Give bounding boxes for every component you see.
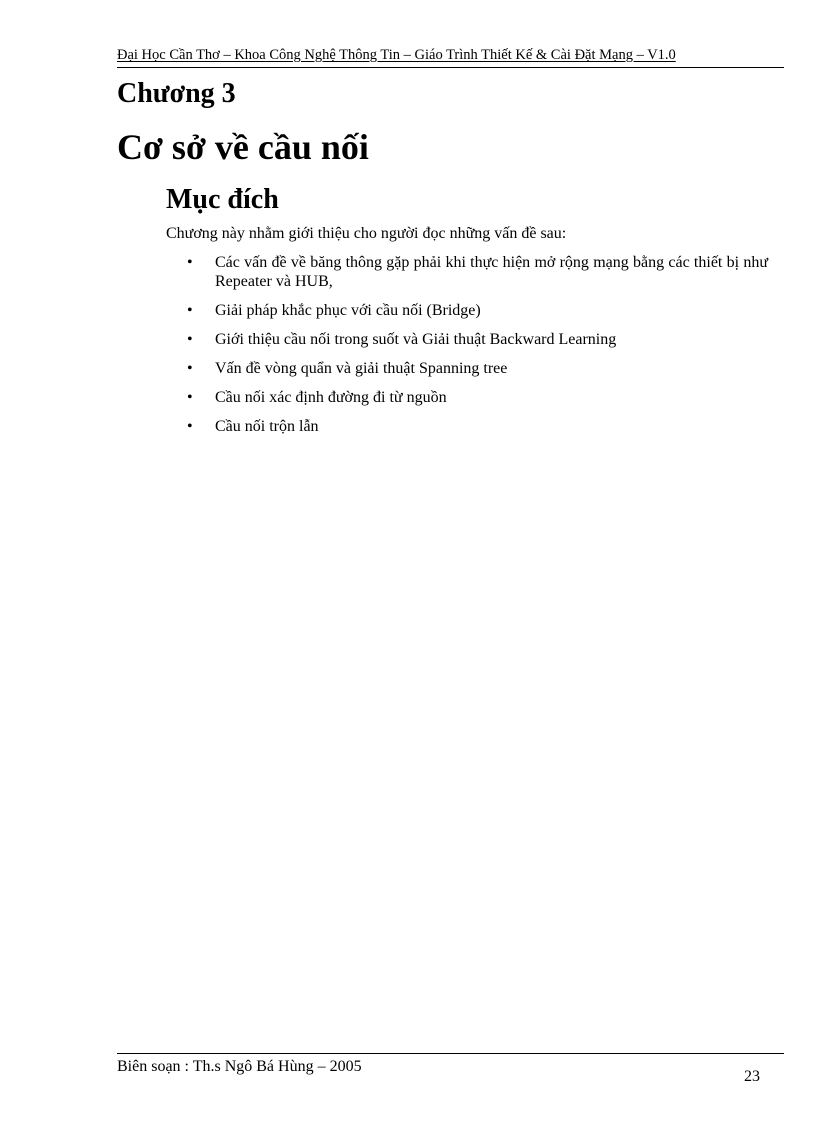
bullet-icon: •	[187, 389, 193, 406]
list-item-text: Cầu nối trộn lẫn	[215, 418, 319, 435]
bullet-icon: •	[187, 418, 193, 435]
list-item	[166, 359, 768, 378]
section-intro: Chương này nhằm giới thiệu cho người đọc những vấn đề sau:	[166, 225, 567, 242]
bullet-icon: •	[187, 302, 193, 319]
chapter-number: Chương 3	[117, 78, 236, 109]
section-title: Mục đích	[166, 184, 279, 215]
objective-list	[166, 253, 768, 446]
list-item-text: Giới thiệu cầu nối trong suốt và Giải thuật Backward Learning	[215, 331, 617, 348]
bullet-icon: •	[187, 254, 193, 271]
list-item-text: Giải pháp khắc phục với cầu nối (Bridge)	[215, 302, 481, 319]
footer-author: Biên soạn : Th.s Ngô Bá Hùng – 2005	[117, 1058, 362, 1075]
list-item-text: Vấn đề vòng quẩn và giải thuật Spanning tree	[215, 360, 508, 377]
page-header	[117, 45, 784, 68]
list-item-text: Các vấn đề về băng thông gặp phải khi thực hiện mở rộng mạng bằng các thiết bị như Repeater và HUB,	[215, 254, 768, 290]
list-item	[166, 417, 768, 436]
header-text: Đại Học Cần Thơ – Khoa Công Nghệ Thông Tin – Giáo Trình Thiết Kế & Cài Đặt Mạng – V1.0	[117, 47, 676, 63]
footer-divider	[117, 1053, 784, 1054]
list-item	[166, 330, 768, 349]
list-item	[166, 388, 768, 407]
bullet-icon: •	[187, 331, 193, 348]
chapter-title: Cơ sở về cầu nối	[117, 127, 369, 167]
bullet-icon: •	[187, 360, 193, 377]
list-item	[166, 301, 768, 320]
page-number: 23	[744, 1068, 760, 1085]
list-item-text: Cầu nối xác định đường đi từ nguồn	[215, 389, 447, 406]
list-item	[166, 253, 768, 291]
